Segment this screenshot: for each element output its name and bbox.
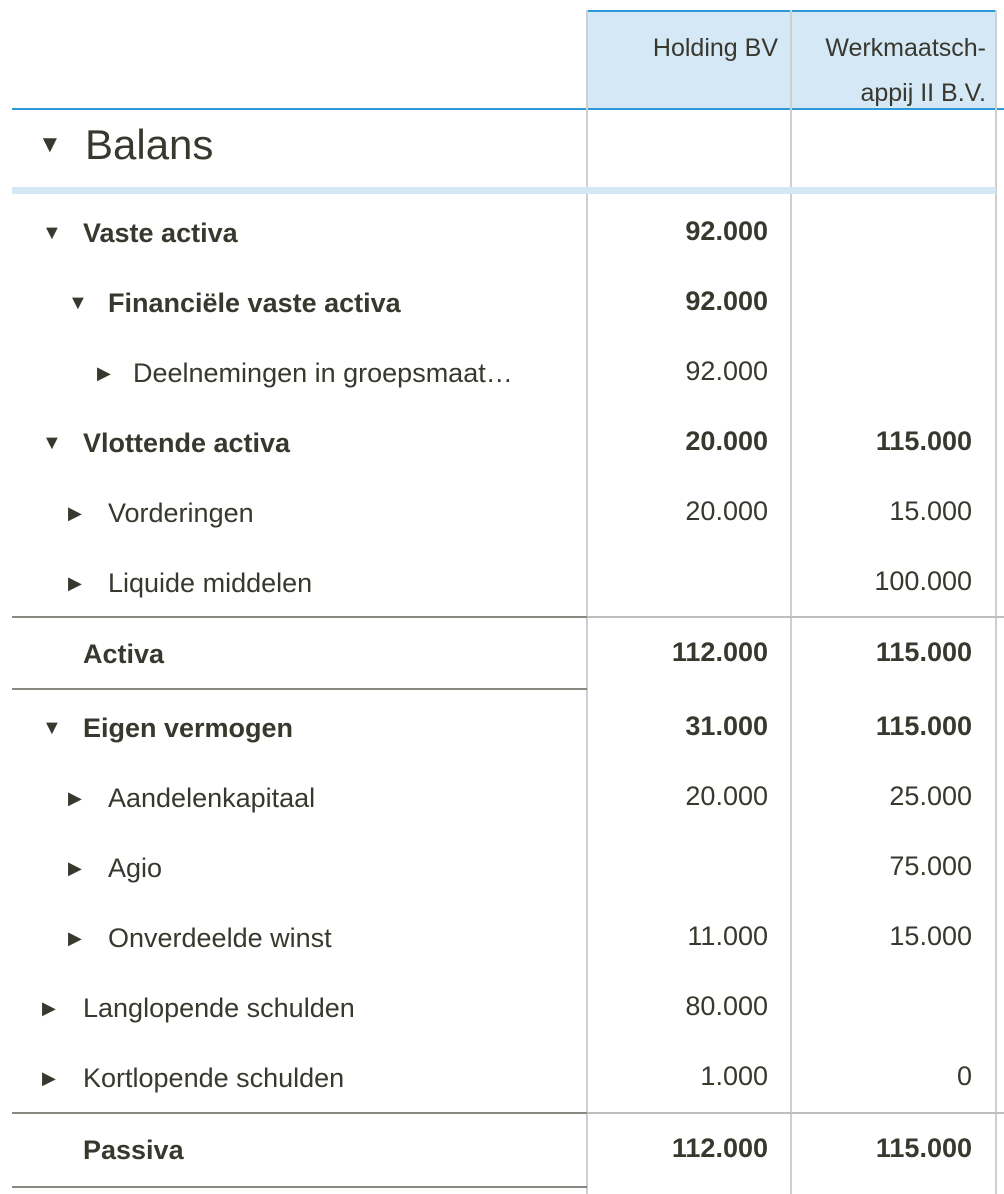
caret-right-icon[interactable]: ▶ [42, 1068, 56, 1088]
table-row[interactable] [12, 548, 1004, 618]
caret-right-icon[interactable]: ▶ [42, 998, 56, 1018]
column-header-label-line1: Werkmaatsch- [825, 34, 986, 62]
caret-right-icon[interactable]: ▶ [68, 503, 82, 523]
value-werkmaatschappij: 115.000 [875, 711, 972, 741]
row-label: Vorderingen [108, 498, 254, 528]
table-row[interactable] [12, 338, 1004, 408]
section-title: Balans [85, 121, 214, 168]
table-row[interactable] [12, 478, 1004, 548]
table-row[interactable] [12, 408, 1004, 478]
row-label: Passiva [83, 1135, 184, 1165]
table-row[interactable] [12, 1043, 1004, 1113]
row-divider [12, 688, 587, 690]
column-header-holding[interactable] [588, 10, 790, 110]
row-label: Aandelenkapitaal [108, 783, 316, 813]
row-divider [587, 1112, 1004, 1114]
table-row[interactable] [12, 833, 1004, 903]
value-holding: 112.000 [671, 1133, 768, 1163]
value-holding: 20.000 [685, 781, 768, 811]
value-holding: 20.000 [685, 496, 768, 526]
section-band [12, 187, 996, 194]
caret-right-icon[interactable]: ▶ [68, 573, 82, 593]
value-werkmaatschappij: 25.000 [889, 781, 972, 811]
value-holding: 20.000 [685, 426, 768, 456]
value-werkmaatschappij: 115.000 [875, 426, 972, 456]
value-holding: 92.000 [685, 286, 768, 316]
table-row[interactable] [12, 268, 1004, 338]
value-holding: 31.000 [685, 711, 768, 741]
column-header-werkmaatschappij[interactable] [792, 10, 996, 110]
table-row[interactable] [12, 198, 1004, 268]
row-label: Vaste activa [83, 218, 238, 248]
caret-down-icon[interactable]: ▼ [42, 432, 62, 454]
value-werkmaatschappij: 15.000 [889, 496, 972, 526]
value-werkmaatschappij: 115.000 [875, 1133, 972, 1163]
row-divider [12, 616, 587, 618]
value-werkmaatschappij: 75.000 [889, 851, 972, 881]
total-row [12, 619, 1004, 689]
caret-down-icon[interactable]: ▼ [42, 222, 62, 244]
row-label: Kortlopende schulden [83, 1063, 345, 1093]
value-holding: 1.000 [700, 1061, 768, 1091]
value-werkmaatschappij [791, 338, 972, 408]
row-label: Deelnemingen in groepsmaat… [133, 358, 513, 388]
caret-right-icon[interactable]: ▶ [68, 858, 82, 878]
value-holding: 80.000 [685, 991, 768, 1021]
section-balans[interactable] [12, 110, 587, 187]
row-label: Liquide middelen [108, 568, 313, 598]
value-holding: 11.000 [687, 921, 768, 951]
value-werkmaatschappij: 115.000 [875, 637, 972, 667]
row-label: Financiële vaste activa [108, 288, 401, 318]
value-holding [587, 548, 768, 618]
value-holding: 92.000 [685, 356, 768, 386]
value-werkmaatschappij [791, 268, 972, 338]
column-header-label: Holding BV [652, 34, 778, 62]
row-label: Langlopende schulden [83, 993, 355, 1023]
value-werkmaatschappij [791, 973, 972, 1043]
caret-down-icon[interactable]: ▼ [42, 717, 62, 739]
caret-right-icon[interactable]: ▶ [68, 928, 82, 948]
row-label: Eigen vermogen [83, 713, 294, 743]
row-divider [12, 1186, 587, 1188]
total-row [12, 1115, 1004, 1185]
caret-right-icon[interactable]: ▶ [97, 363, 111, 383]
table-row[interactable] [12, 903, 1004, 973]
table-row[interactable] [12, 973, 1004, 1043]
row-divider [12, 1112, 587, 1114]
caret-down-icon[interactable]: ▼ [38, 131, 62, 158]
value-werkmaatschappij: 15.000 [889, 921, 972, 951]
caret-right-icon[interactable]: ▶ [68, 788, 82, 808]
row-divider [587, 616, 1004, 618]
value-werkmaatschappij: 100.000 [874, 566, 972, 596]
row-label: Activa [83, 639, 165, 669]
row-label: Vlottende activa [83, 428, 291, 458]
value-werkmaatschappij: 0 [956, 1061, 972, 1091]
value-holding: 92.000 [685, 216, 768, 246]
table-row[interactable] [12, 693, 1004, 763]
column-header-label-line2: appij II B.V. [860, 79, 986, 107]
row-label: Onverdeelde winst [108, 923, 332, 953]
caret-down-icon[interactable]: ▼ [68, 292, 88, 314]
value-werkmaatschappij [791, 198, 972, 268]
row-label: Agio [108, 853, 163, 883]
value-holding: 112.000 [671, 637, 768, 667]
value-holding [587, 833, 768, 903]
table-row[interactable] [12, 763, 1004, 833]
